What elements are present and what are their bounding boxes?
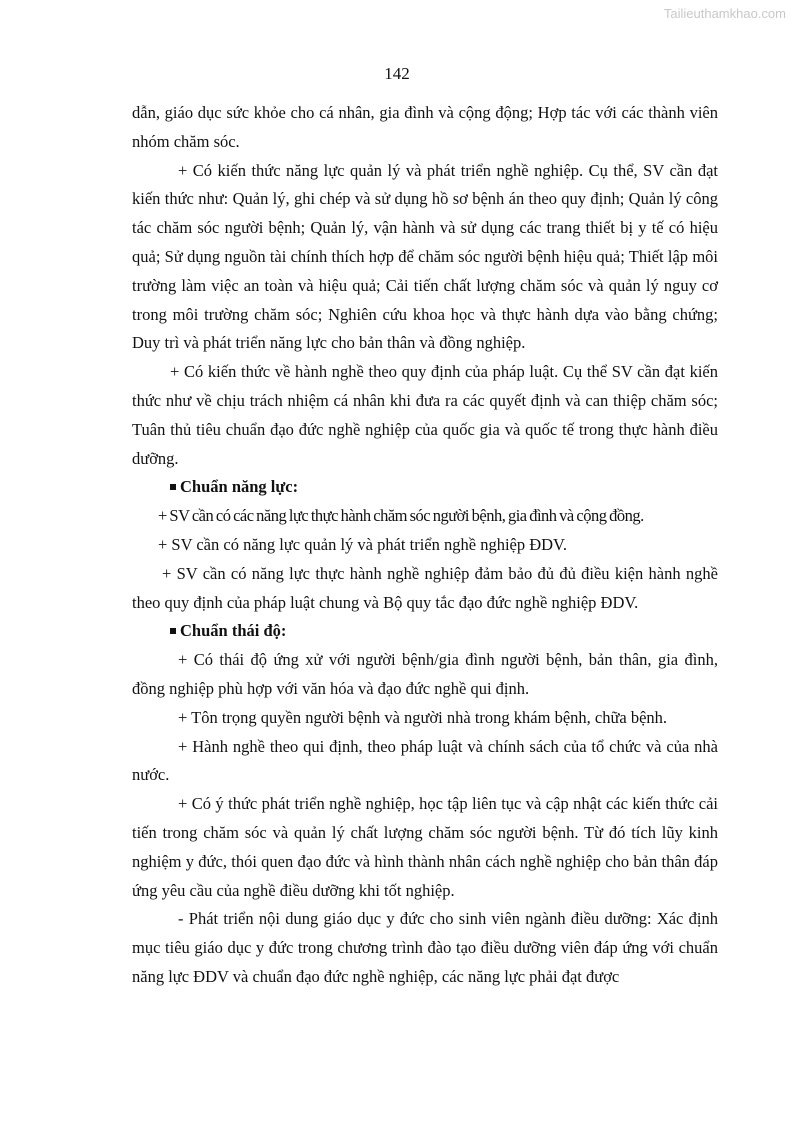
paragraph-attitude-2: + Tôn trọng quyền người bệnh và người nhà trong khám bệnh, chữa bệnh.	[178, 707, 668, 727]
paragraph-legal-practice-knowledge: + Có kiến thức về hành nghề theo quy định của pháp luật. Cụ thể SV cần đạt kiến thức như về chịu trách nhiệm cá nhân khi đưa ra các quyết định và can thiệp chăm sóc; Tuân thủ tiêu chuẩn đạo đức nghề nghiệp của quốc gia và quốc tế trong thực hành điều dưỡng.	[132, 362, 718, 468]
heading-competency-standard	[132, 473, 718, 502]
paragraph-competency-3: + SV cần có năng lực thực hành nghề nghiệp đảm bảo đủ đủ điều kiện hành nghề theo quy định của pháp luật chung và Bộ quy tắc đạo đức nghề nghiệp ĐDV.	[132, 563, 718, 612]
paragraph-management-knowledge: + Có kiến thức năng lực quản lý và phát triển nghề nghiệp. Cụ thể, SV cần đạt kiến thức như: Quản lý, ghi chép và sử dụng hồ sơ bệnh án theo quy định; Quản lý công tác chăm sóc người bệnh; Quản lý, vận hành và sử dụng các trang thiết bị y tế có hiệu quả; Sử dụng nguồn tài chính thích hợp để chăm sóc người bệnh hiệu quả; Thiết lập môi trường làm việc an toàn và hiệu quả; Cải tiến chất lượng chăm sóc và quản lý nguy cơ trong môi trường chăm sóc; Nghiên cứu khoa học và thực hành dựa vào bằng chứng; Duy trì và phát triển năng lực cho bản thân và đồng nghiệp.	[132, 160, 718, 353]
paragraph-attitude-4: + Có ý thức phát triển nghề nghiệp, học tập liên tục và cập nhật các kiến thức cải tiến trong chăm sóc và quản lý chất lượng chăm sóc người bệnh. Từ đó tích lũy kinh nghiệm y đức, thói quen đạo đức và hình thành nhân cách nghề nghiệp cho bản thân đáp ứng yêu cầu của nghề điều dưỡng khi tốt nghiệp.	[132, 794, 718, 900]
paragraph-continuation: dẫn, giáo dục sức khỏe cho cá nhân, gia đình và cộng động; Hợp tác với các thành viên nhóm chăm sóc.	[132, 103, 718, 151]
document-body	[132, 99, 718, 992]
heading-text: Chuẩn thái độ:	[180, 621, 287, 641]
watermark: Tailieuthamkhao.com	[663, 6, 786, 21]
paragraph-competency-2: + SV cần có năng lực quản lý và phát triển nghề nghiệp ĐDV.	[158, 534, 567, 554]
square-bullet-icon	[170, 628, 176, 634]
heading-attitude-standard	[132, 617, 718, 646]
heading-text: Chuẩn năng lực:	[180, 477, 299, 497]
paragraph-competency-1: + SV cần có các năng lực thực hành chăm sóc người bệnh, gia đình và cộng đồng.	[158, 506, 644, 526]
paragraph-attitude-1: + Có thái độ ứng xử với người bệnh/gia đình người bệnh, bản thân, gia đình, đồng nghiệp phù hợp với văn hóa và đạo đức nghề qui định.	[132, 650, 718, 698]
paragraph-attitude-3: + Hành nghề theo qui định, theo pháp luật và chính sách của tổ chức và của nhà nước.	[132, 736, 718, 785]
paragraph-ethics-content: - Phát triển nội dung giáo dục y đức cho sinh viên ngành điều dưỡng: Xác định mục tiêu giáo dục y đức trong chương trình đào tạo điều dưỡng viên đáp ứng với chuẩn năng lực ĐDV và chuẩn đạo đức nghề nghiệp, các năng lực phải đạt được	[132, 909, 718, 986]
square-bullet-icon	[170, 484, 176, 490]
page-number: 142	[384, 64, 410, 83]
